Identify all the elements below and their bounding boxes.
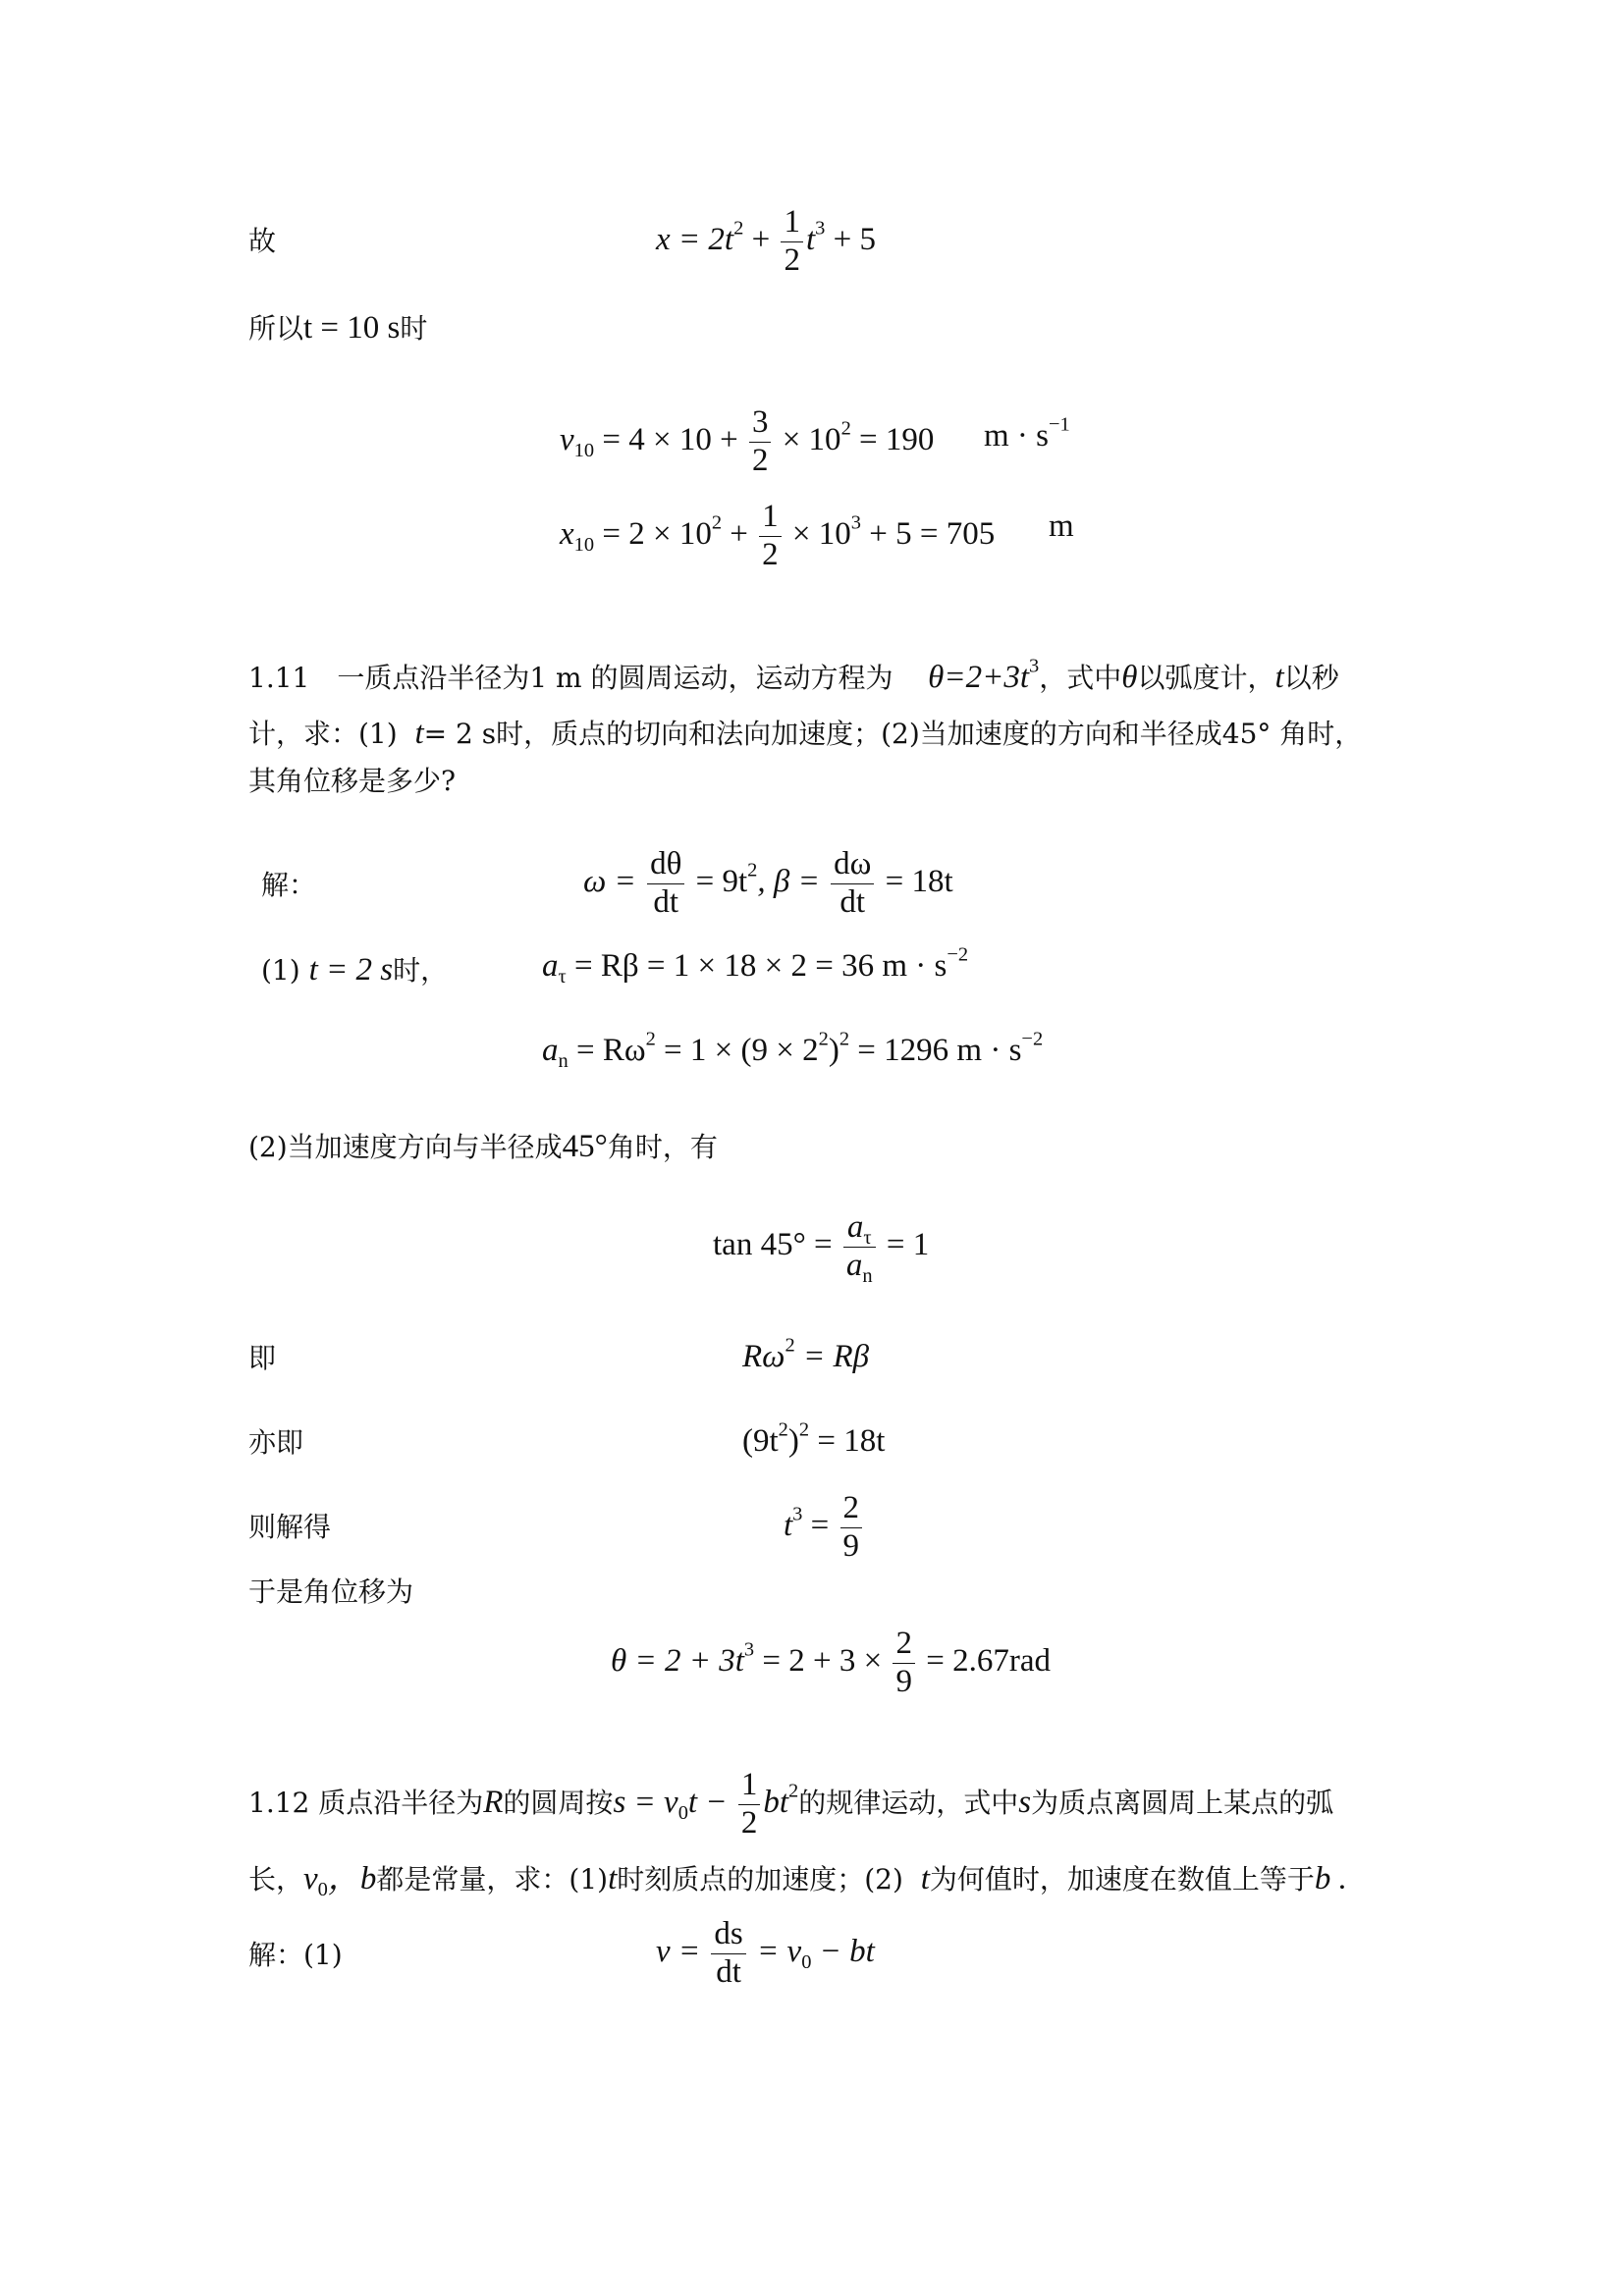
eq-omega-beta: ω = $\frac{d\theta}{dt}$ = $9t^2$, β = $\frac{d\omega}{dt}$ = 18t — [583, 846, 953, 920]
eq-v10: $v_{10} = 4 \times 10$ + $\frac{3}{2}$ × $10^2 = 190$ — [560, 404, 935, 478]
label-part1-t2: (1) t = 2 s时， — [261, 952, 449, 988]
eq-theta-result: $\theta = 2 + 3t^3 = 2 + 3$ × $\frac{2}{9}$ = 2.67rad — [611, 1626, 1051, 1699]
eq-romega-rbeta: $R\omega^2 = R\beta$ — [742, 1334, 870, 1374]
eq-t-cubed: $t^3$ = $\frac{2}{9}$ — [784, 1490, 865, 1566]
label-jie: 解： — [261, 869, 317, 901]
unit-meter: m — [1049, 508, 1074, 544]
problem-1-12-line2: 长，$v_0$，b都是常量，求：(1)t时刻质点的加速度；(2) t为何值时，加速度在数值上等于b . — [248, 1861, 1347, 1901]
eq-x-of-t: $x = 2t^2$ + $\frac{1}{2}$ $t^3 + 5$ — [656, 204, 876, 278]
word-ji: 即 — [248, 1342, 277, 1374]
problem-1-11-line3: 其角位移是多少? — [248, 765, 457, 797]
word-gu: 故 — [248, 225, 277, 257]
text-part2-intro: (2)当加速度方向与半径成45°角时，有 — [248, 1129, 718, 1164]
text-suoyi-line: 所以t = 10 s时 — [248, 310, 428, 346]
problem-1-11-line1: 1.11 一质点沿半径为1 m 的圆周运动，运动方程为 $\theta=2+3t^3$，式中θ以弧度计，t以秒 — [248, 655, 1339, 695]
eq-9t2-squared: $(9t^2)^2 = 18t$ — [742, 1418, 886, 1459]
label-jie-part1: 解：(1) — [248, 1939, 343, 1971]
word-yiji: 亦即 — [248, 1426, 304, 1459]
eq-x10: $x_{10} = 2 \times 10^2$ + $\frac{1}{2}$ × $10^3 + 5 = 705$ — [560, 499, 996, 572]
text-jiaoweiyi: 于是角位移为 — [248, 1575, 414, 1608]
eq-a-n: $a_n = R\omega^2 = 1 \times (9 \times 2^2)^2 = 1296$ $m \cdot s^{-2}$ — [542, 1028, 1044, 1073]
eq-a-tau: $a_\tau = R\beta = 1 \times 18 \times 2 = 36$ $m \cdot s^{-2}$ — [542, 943, 969, 988]
unit-velocity: $m \cdot s^{-1}$ — [984, 413, 1070, 454]
eq-tan45: tan 45° = $\frac{a_\tau}{a_n}$ = 1 — [713, 1209, 930, 1288]
word-zejiede: 则解得 — [248, 1511, 332, 1543]
problem-1-11-line2: 计，求：(1) t= 2 s时，质点的切向和法向加速度；(2)当加速度的方向和半径成45° 角时， — [248, 716, 1363, 751]
eq-v-ds-dt: v = $\frac{ds}{dt}$ = $v_0$ − bt — [656, 1916, 875, 1990]
problem-1-12-line1: 1.12 质点沿半径为R的圆周按$s = v_0t$ − $\frac{1}{2}$ $bt^2$的规律运动，式中s为质点离圆周上某点的弧 — [248, 1767, 1334, 1841]
